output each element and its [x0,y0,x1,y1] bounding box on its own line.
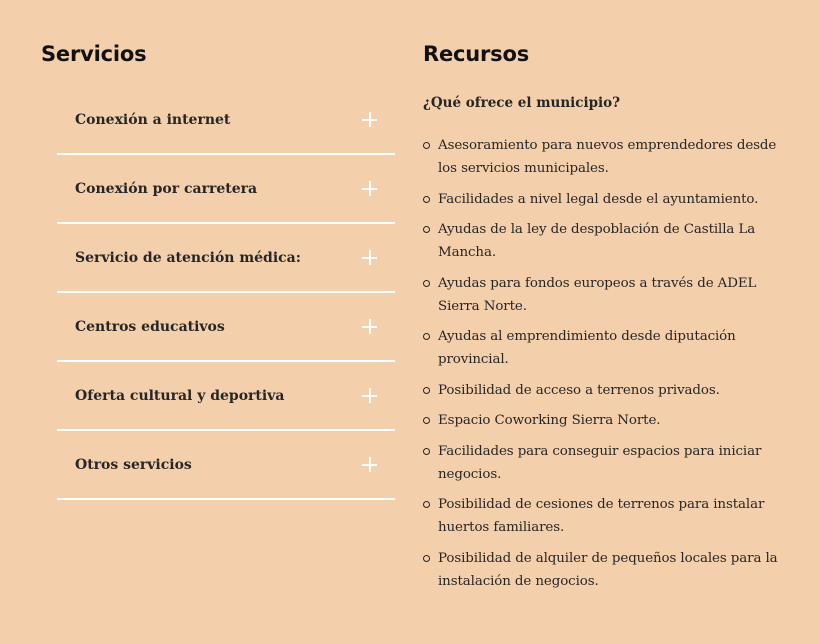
circle-bullet-icon [423,555,430,562]
accordion-item-atencion-medica[interactable] [57,224,395,293]
circle-bullet-icon [423,280,430,287]
plus-icon[interactable] [362,112,377,127]
circle-bullet-icon [423,417,430,424]
list-item-text: Facilidades para conseguir espacios para iniciar negocios. [438,443,762,482]
list-item [423,409,791,432]
list-item-text: Ayudas para fondos europeos a través de ADEL Sierra Norte. [438,275,757,314]
plus-icon[interactable] [362,319,377,334]
recursos-list [423,134,791,600]
circle-bullet-icon [423,142,430,149]
accordion-item-conexion-carretera[interactable] [57,155,395,224]
list-item-text: Espacio Coworking Sierra Norte. [438,413,661,428]
circle-bullet-icon [423,387,430,394]
recursos-subtitle: ¿Qué ofrece el municipio? [423,95,621,111]
servicios-accordion [57,86,395,500]
accordion-item-label: Oferta cultural y deportiva [75,387,285,404]
plus-icon[interactable] [362,181,377,196]
list-item-text: Ayudas al emprendimiento desde diputación provincial. [438,329,736,367]
circle-bullet-icon [423,333,430,340]
accordion-item-label: Servicio de atención médica: [75,249,301,266]
list-item [423,272,791,318]
circle-bullet-icon [423,196,430,203]
accordion-item-oferta-cultural[interactable] [57,362,395,431]
plus-icon[interactable] [362,250,377,265]
list-item-text: Ayudas de la ley de despoblación de Castilla La Mancha. [438,222,756,260]
list-item-text: Posibilidad de alquiler de pequeños locales para la instalación de negocios. [438,550,778,589]
list-item-text: Asesoramiento para nuevos emprendedores desde los servicios municipales. [438,138,777,176]
plus-icon[interactable] [362,457,377,472]
servicios-title: Servicios [41,42,147,66]
recursos-section [423,38,795,589]
list-item [423,325,791,371]
list-item [423,493,791,539]
accordion-item-otros-servicios[interactable] [57,431,395,500]
list-item-text: Posibilidad de acceso a terrenos privados. [438,382,720,398]
recursos-title: Recursos [423,42,529,66]
servicios-section [41,38,396,70]
accordion-item-label: Otros servicios [75,456,192,473]
circle-bullet-icon [423,501,430,508]
accordion-item-label: Conexión por carretera [75,180,258,197]
list-item [423,440,791,486]
accordion-item-conexion-internet[interactable] [57,86,395,155]
accordion-item-label: Conexión a internet [75,111,231,128]
accordion-item-label: Centros educativos [75,318,225,335]
list-item [423,188,791,211]
list-item [423,134,791,180]
accordion-item-centros-educativos[interactable] [57,293,395,362]
list-item [423,379,791,402]
list-item [423,218,791,264]
list-item [423,547,791,593]
circle-bullet-icon [423,226,430,233]
plus-icon[interactable] [362,388,377,403]
circle-bullet-icon [423,448,430,455]
list-item-text: Facilidades a nivel legal desde el ayuntamiento. [438,191,759,207]
list-item-text: Posibilidad de cesiones de terrenos para instalar huertos familiares. [438,497,765,535]
